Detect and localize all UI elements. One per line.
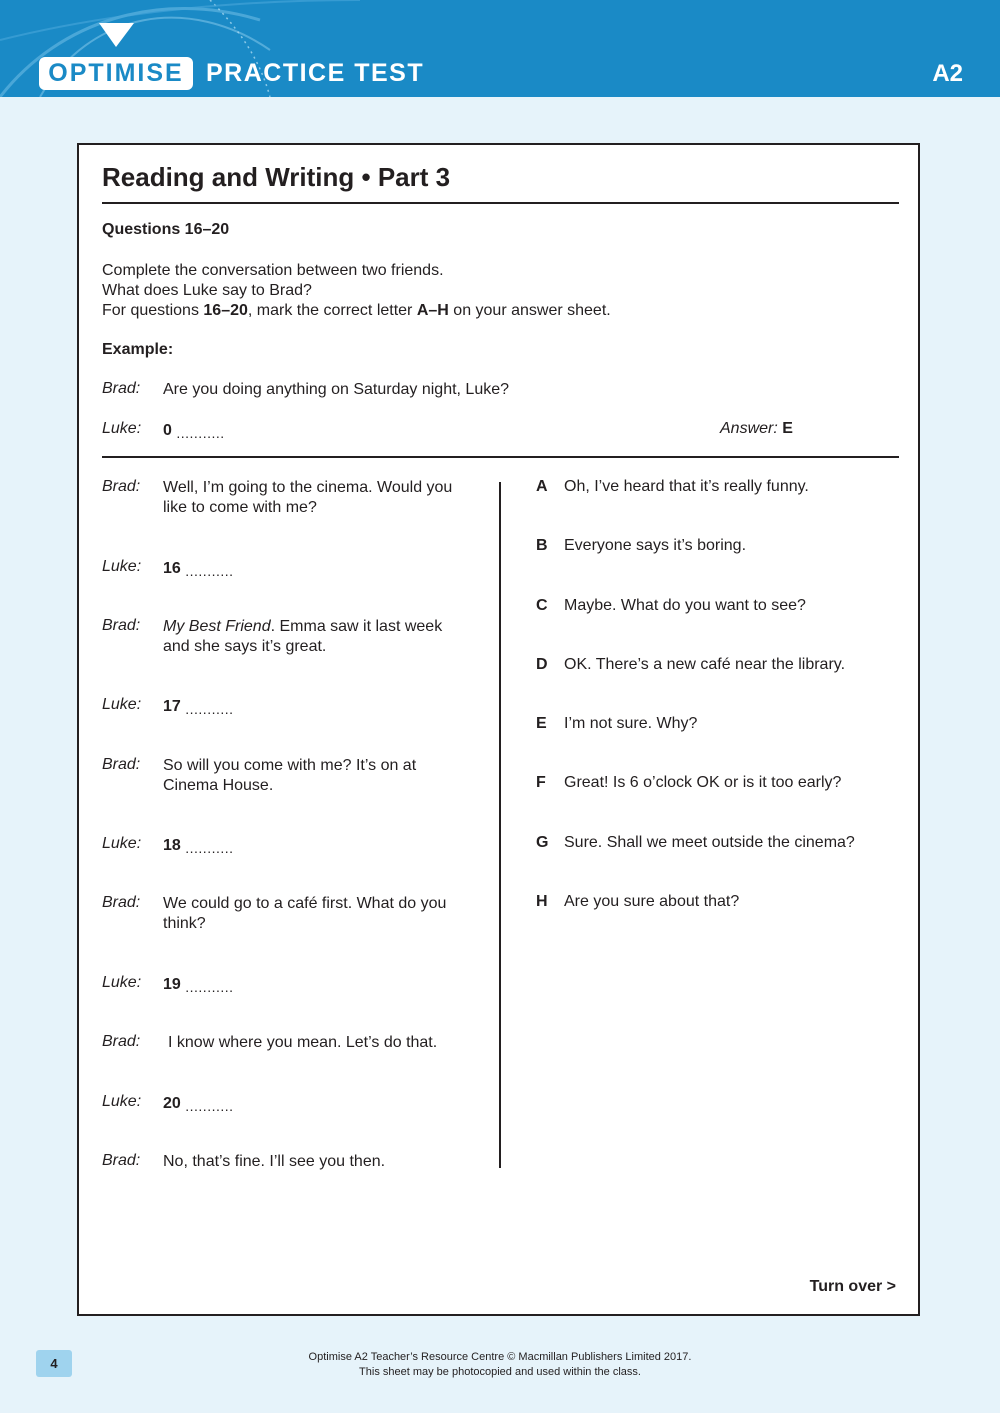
answer-slot-19 (163, 974, 473, 995)
speaker-luke: Luke: (102, 1093, 142, 1110)
title-divider (102, 202, 899, 204)
example-brad-line: Are you doing anything on Saturday night, Luke? (163, 381, 510, 398)
option-letter: E (536, 715, 547, 732)
option-letter: H (536, 893, 548, 910)
answer-slot-20 (163, 1093, 473, 1114)
answer-label: Answer: (720, 420, 778, 437)
letter-range: A–H (416, 302, 449, 319)
photocopy-notice: This sheet may be photocopied and used within the class. (359, 1366, 641, 1378)
speaker-brad: Brad: (102, 1152, 141, 1169)
speaker-brad: Brad: (102, 894, 141, 911)
speaker-brad: Brad: (102, 617, 141, 634)
instruction-text: For questions (102, 302, 204, 319)
option-letter: A (536, 478, 548, 495)
speaker-brad: Brad: (102, 756, 141, 773)
example-answer-slot (163, 420, 473, 441)
speaker-brad: Brad: (102, 1033, 141, 1050)
answer-dots: ........... (185, 979, 234, 995)
option-letter: F (536, 774, 546, 791)
instruction-text: on your answer sheet. (448, 302, 611, 319)
option-text: Sure. Shall we meet outside the cinema? (564, 834, 855, 851)
level-badge: A2 (932, 60, 963, 87)
speaker-luke: Luke: (102, 558, 142, 575)
option-letter: C (536, 597, 548, 614)
option-text: Great! Is 6 o’clock OK or is it too early? (564, 774, 842, 791)
answer-slot-17 (163, 696, 473, 717)
brad-line: Well, I’m going to the cinema. Would you like to come with me? (163, 479, 453, 516)
page-title: Reading and Writing • Part 3 (102, 162, 451, 192)
copyright-line: Optimise A2 Teacher’s Resource Centre © Macmillan Publishers Limited 2017. (308, 1351, 692, 1363)
option-text: Everyone says it’s boring. (564, 537, 747, 554)
option-letter: D (536, 656, 548, 673)
brad-line: No, that’s fine. I’ll see you then. (163, 1153, 386, 1170)
speaker-luke: Luke: (102, 974, 142, 991)
speaker-brad: Brad: (102, 478, 141, 495)
question-number: 18 (163, 837, 181, 854)
question-number: 16 (163, 560, 181, 577)
brad-line: So will you come with me? It’s on at Cinema House. (163, 757, 417, 794)
film-title: My Best Friend (163, 618, 271, 635)
answer-dots: ........... (185, 701, 234, 717)
instruction-line: What does Luke say to Brad? (102, 282, 312, 299)
page-number: 4 (36, 1350, 72, 1377)
option-text: Maybe. What do you want to see? (564, 597, 806, 614)
header-banner (0, 0, 1000, 97)
speaker-luke: Luke: (102, 420, 142, 437)
test-sheet (77, 143, 920, 1316)
example-number: 0 (163, 422, 172, 439)
brad-line (163, 617, 473, 657)
option-text: Are you sure about that? (564, 893, 740, 910)
speaker-luke: Luke: (102, 835, 142, 852)
answer-slot-16 (163, 558, 473, 579)
instruction-text: , mark the correct letter (247, 302, 417, 319)
answer-value: E (782, 420, 793, 437)
speaker-luke: Luke: (102, 696, 142, 713)
brand-logo: OPTIMISE (39, 57, 193, 90)
question-number: 19 (163, 976, 181, 993)
option-letter: G (536, 834, 549, 851)
column-divider (499, 482, 501, 1168)
answer-dots: ........... (176, 425, 225, 441)
brad-line-text: . Emma saw it last week and she says it’s great. (163, 618, 443, 655)
answer-dots: ........... (185, 840, 234, 856)
answer-dots: ........... (185, 563, 234, 579)
answer-slot-18 (163, 835, 473, 856)
answer-dots: ........... (185, 1098, 234, 1114)
option-text: Oh, I’ve heard that it’s really funny. (564, 478, 809, 495)
example-answer (720, 420, 793, 438)
example-label: Example: (102, 341, 174, 358)
question-number: 17 (163, 698, 181, 715)
option-text: I’m not sure. Why? (564, 715, 698, 732)
turn-over-link[interactable]: Turn over > (809, 1278, 896, 1295)
example-divider (102, 456, 899, 458)
speaker-brad: Brad: (102, 380, 141, 397)
brad-line: I know where you mean. Let’s do that. (168, 1034, 438, 1051)
instruction-line: Complete the conversation between two friends. (102, 262, 444, 279)
down-triangle-icon (99, 23, 134, 47)
question-number: 20 (163, 1095, 181, 1112)
instruction-line (102, 302, 611, 320)
brad-line: We could go to a café first. What do you think? (163, 895, 447, 932)
header-title: PRACTICE TEST (206, 59, 425, 87)
option-text: OK. There’s a new café near the library. (564, 656, 846, 673)
question-range: 16–20 (203, 302, 248, 319)
questions-heading: Questions 16–20 (102, 221, 230, 238)
option-letter: B (536, 537, 548, 554)
